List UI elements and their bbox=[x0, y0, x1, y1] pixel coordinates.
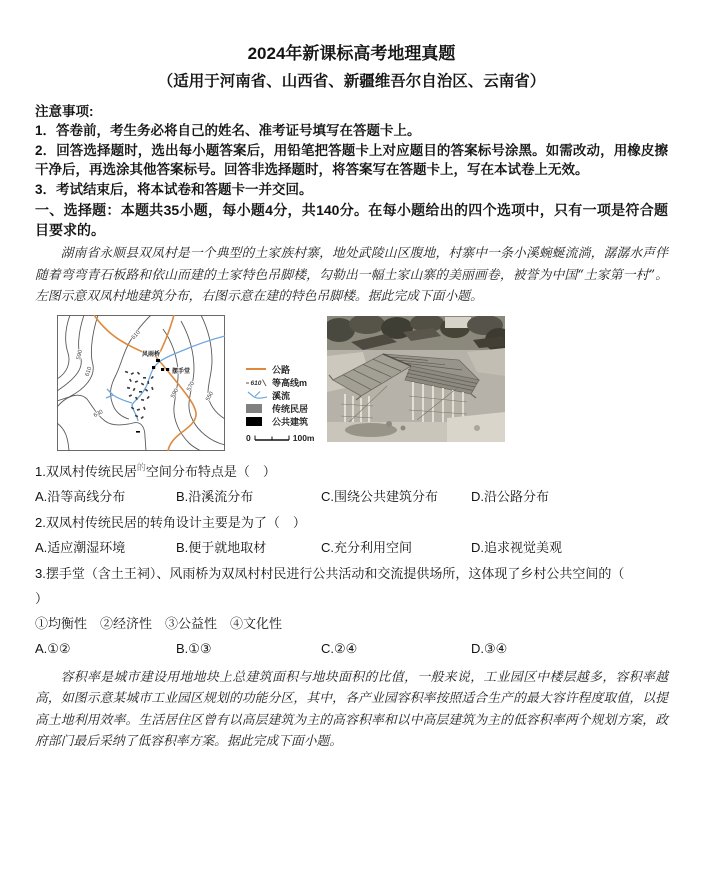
question-1-superscript: 的 bbox=[136, 462, 146, 473]
legend-row-public bbox=[246, 415, 318, 428]
stream-symbol bbox=[246, 390, 268, 401]
passage-plot-ratio-intro: 容积率是城市建设用地地块上总建筑面积与地块面积的比值，一般来说，工业园区中楼层越多，容积率越高，如图示意某城市工业园区规划的功能分区，其中，各产业园容积率按照适合生产的最大容许程度取值，以提高土地利用效率。生活居住区曾有以高层建筑为主的高容积率和以中高层建筑为主的低容积率两个规划方案，政府部门最后采纳了低容积率方案。据此完成下面小题。 bbox=[35, 669, 668, 749]
notice-heading: 注意事项: bbox=[35, 104, 94, 119]
contour-symbol bbox=[246, 377, 268, 388]
figure-row bbox=[57, 315, 668, 456]
public-building-symbol bbox=[246, 417, 268, 426]
question-1-option-b: B.沿溪流分布 bbox=[176, 488, 254, 504]
legend-row-road bbox=[246, 363, 318, 376]
contour-label-630: 630 bbox=[92, 408, 105, 419]
question-2-option-d: D.追求视觉美观 bbox=[471, 539, 563, 555]
contour-map-figure bbox=[57, 315, 225, 456]
legend-label-stream: 溪流 bbox=[272, 390, 291, 401]
road-symbol bbox=[246, 368, 268, 370]
question-1-stem-pre: 1.双凤村传统民居 bbox=[35, 463, 137, 479]
question-3-option-b: B.①③ bbox=[176, 640, 212, 656]
contour-label-610-top: 610 bbox=[130, 329, 142, 341]
legend-row-stream bbox=[246, 389, 318, 402]
legend-label-public: 公共建筑 bbox=[272, 416, 309, 427]
question-3-option-c: C.②④ bbox=[321, 640, 358, 656]
legend-row-traditional bbox=[246, 402, 318, 415]
passage-village-intro: 湖南省永顺县双凤村是一个典型的土家族村寨，地处武陵山区腹地，村寨中一条小溪蜿蜒流淌，潺潺水声伴随着弯弯青石板路和依山而建的土家特色吊脚楼，勾勒出一幅土家山寨的美丽画卷，被誉为中国“土家第一村”。左图示意双凤村地建筑分布，右图示意在建的特色吊脚楼。据此完成下面小题。 bbox=[35, 246, 668, 304]
contour-label-590-left: 590 bbox=[76, 348, 84, 360]
question-3-numbered-items: ①均衡性 ②经济性 ③公益性 ④文化性 bbox=[35, 615, 283, 631]
question-3-options bbox=[35, 641, 668, 657]
contour-map-svg bbox=[57, 315, 225, 451]
legend-label-contour: 等高线m bbox=[272, 377, 308, 388]
stream-symbol-svg bbox=[246, 390, 268, 401]
contour-label-590-right: 590 bbox=[170, 387, 181, 399]
question-1-stem bbox=[35, 464, 668, 480]
scale-end-label: 100m bbox=[292, 432, 315, 443]
question-1-option-a: A.沿等高线分布 bbox=[35, 488, 126, 504]
page-title: 2024年新课标高考地理真题 bbox=[247, 44, 456, 63]
contour-label-570: 570 bbox=[186, 380, 197, 392]
legend-label-traditional: 传统民居 bbox=[272, 403, 309, 414]
question-3-stem: 3.摆手堂（含土王祠）、风雨桥为双凤村村民进行公共活动和交流提供场所，这体现了乡村公共空间的（ bbox=[35, 565, 625, 581]
question-2-option-c: C.充分利用空间 bbox=[321, 539, 413, 555]
map-legend bbox=[246, 363, 318, 443]
question-1-stem-post: 空间分布特点是（ ） bbox=[145, 463, 276, 479]
legend-label-road: 公路 bbox=[272, 364, 291, 375]
notice-item-1: 1．答卷前，考生务必将自己的姓名、准考证号填写在答题卡上。 bbox=[35, 123, 421, 138]
section-heading: 一、选择题：本题共35小题，每小题4分，共140分。在每小题给出的四个选项中，只有一项是符合题目要求的。 bbox=[35, 202, 668, 238]
contour-label-550: 550 bbox=[205, 390, 216, 402]
question-1-option-c: C.围绕公共建筑分布 bbox=[321, 488, 439, 504]
notice-item-2: 2．回答选择题时，选出每小题答案后，用铅笔把答题卡上对应题目的答案标号涂黑。如需改动，用橡皮擦干净后，再选涂其他答案标号。回答非选择题时，将答案写在答题卡上，写在本试卷上无效。 bbox=[35, 142, 668, 177]
contour-symbol-value: 610 bbox=[250, 379, 262, 387]
scale-bar-svg bbox=[254, 433, 290, 443]
question-3-option-d: D.③④ bbox=[471, 640, 508, 656]
contour-label-610-left: 610 bbox=[84, 365, 94, 377]
question-1-options bbox=[35, 489, 668, 505]
scale-start-label: 0 bbox=[246, 432, 251, 443]
question-2-options bbox=[35, 540, 668, 556]
legend-row-contour bbox=[246, 376, 318, 389]
question-2-stem: 2.双凤村传统民居的转角设计主要是为了（ ） bbox=[35, 514, 306, 530]
stilted-house-photo-svg bbox=[327, 316, 505, 442]
question-2-option-a: A.适应潮湿环境 bbox=[35, 539, 126, 555]
traditional-dwelling-symbol bbox=[246, 404, 268, 413]
map-label-hall: 摆手堂 bbox=[171, 368, 191, 375]
contour-symbol-svg bbox=[246, 377, 268, 388]
question-3-option-a: A.①② bbox=[35, 640, 71, 656]
map-label-bridge: 风雨桥 bbox=[141, 351, 161, 358]
map-scale-bar bbox=[246, 433, 318, 443]
question-2-option-b: B.便于就地取材 bbox=[176, 539, 267, 555]
stilted-house-photo bbox=[327, 316, 505, 447]
notice-item-3: 3．考试结束后，将本试卷和答题卡一并交回。 bbox=[35, 181, 313, 197]
page-subtitle: （适用于河南省、山西省、新疆维吾尔自治区、云南省） bbox=[157, 73, 546, 90]
question-1-option-d: D.沿公路分布 bbox=[471, 488, 550, 504]
question-3-stem-close-paren: ） bbox=[35, 590, 49, 606]
